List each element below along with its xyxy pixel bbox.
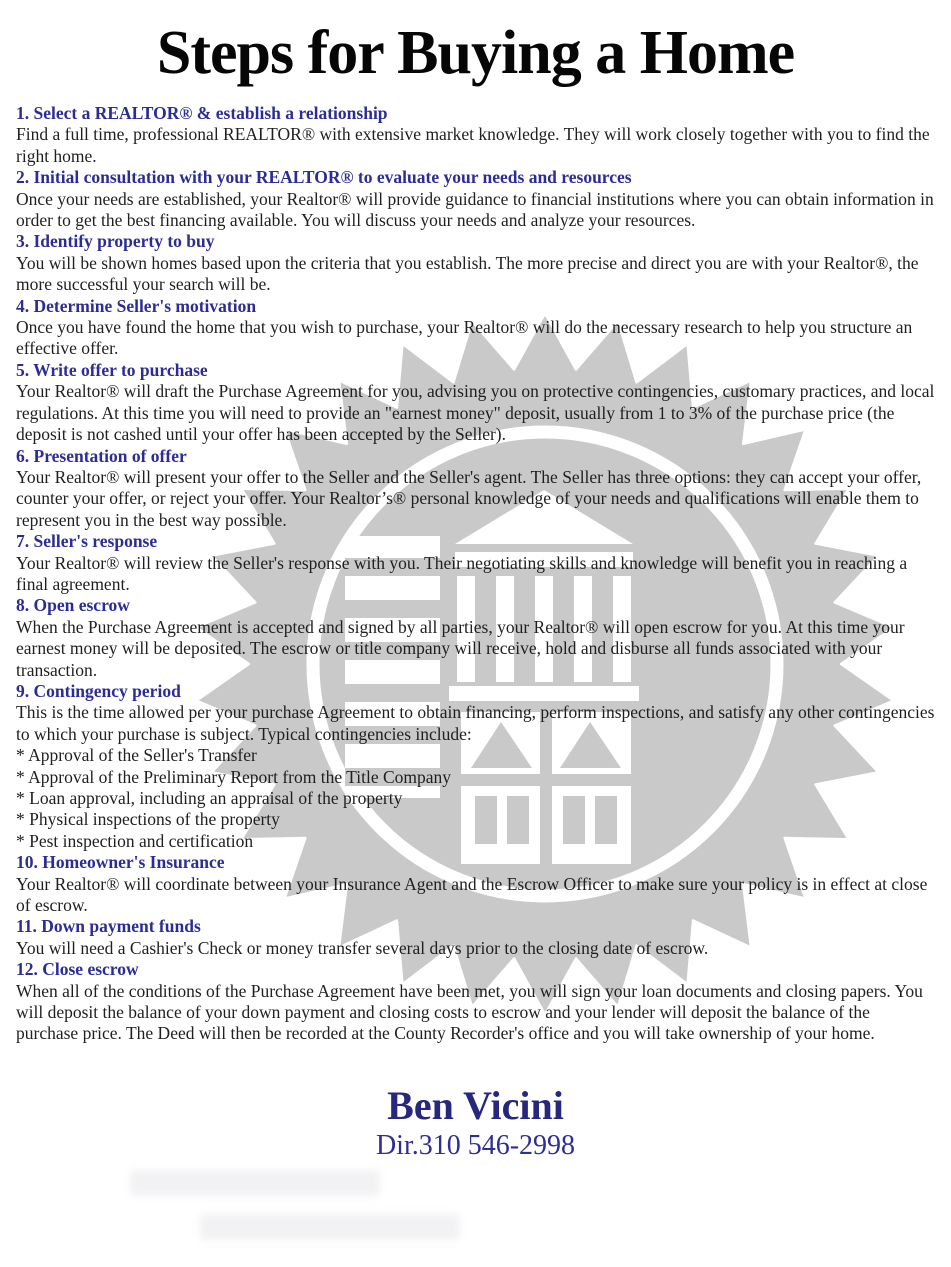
step-7 — [16, 531, 935, 595]
step-1 — [16, 103, 935, 167]
step-5 — [16, 360, 935, 446]
step-body: Your Realtor® will review the Seller's response with you. Their negotiating skills and knowledge will benefit you in reaching a final agreement. — [16, 552, 908, 594]
step-heading: 7. Seller's response — [16, 531, 158, 552]
page-title: Steps for Buying a Home — [156, 19, 795, 87]
step-6 — [16, 446, 935, 532]
step-body: You will need a Cashier's Check or money transfer several days prior to the closing date of escrow. — [16, 937, 709, 958]
agent-phone: Dir.310 546-2998 — [375, 1129, 576, 1161]
step-body: This is the time allowed per your purchase Agreement to obtain financing, perform inspections, and satisfy any other contingencies to which your purchase is subject. Typical contingencies include: — [16, 702, 935, 744]
step-body: Find a full time, professional REALTOR® with extensive market knowledge. They will work closely together with you to find the right home. — [16, 124, 930, 166]
step-12 — [16, 959, 935, 1045]
step-heading: 5. Write offer to purchase — [16, 359, 208, 380]
contingency-list — [16, 745, 935, 852]
contingency-item: * Approval of the Seller's Transfer — [16, 745, 257, 766]
agent-name: Ben Vicini — [387, 1082, 564, 1128]
contingency-item: * Loan approval, including an appraisal of the property — [16, 788, 403, 808]
contingency-item: * Approval of the Preliminary Report from the Title Company — [16, 766, 452, 787]
step-body: Once you have found the home that you wish to purchase, your Realtor® will do the necessary research to help you structure an effective offer. — [16, 317, 913, 359]
step-body: Your Realtor® will present your offer to the Seller and the Seller's agent. The Seller has three options: they can accept your offer, counter your offer, or reject your offer. Your Realtor’s® personal knowledge of your needs and qualifications will enable them to represent you in the best way possible. — [16, 466, 922, 530]
step-8 — [16, 595, 935, 681]
step-body: You will be shown homes based upon the criteria that you establish. The more precise and direct you are with your Realtor®, the more successful your search will be. — [16, 252, 919, 295]
step-4 — [16, 296, 935, 360]
step-3 — [16, 231, 935, 295]
step-heading: 12. Close escrow — [16, 959, 139, 980]
step-body: Your Realtor® will coordinate between your Insurance Agent and the Escrow Officer to make sure your policy is in effect at close of escrow. — [16, 873, 928, 916]
step-heading: 9. Contingency period — [16, 680, 181, 701]
step-body: When all of the conditions of the Purchase Agreement have been met, you will sign your loan documents and closing papers. You will deposit the balance of your down payment and closing costs to escrow and your lender will deposit the balance of the purchase price. The Deed will then be recorded at the County Recorder's office and you will take ownership of your home. — [16, 980, 923, 1044]
ghost-artifact — [130, 1170, 380, 1196]
step-heading: 4. Determine Seller's motivation — [16, 295, 257, 316]
step-heading: 11. Down payment funds — [16, 916, 201, 937]
ghost-artifact — [200, 1214, 460, 1240]
step-heading: 6. Presentation of offer — [16, 445, 187, 466]
step-heading: 1. Select a REALTOR® & establish a relationship — [16, 103, 388, 123]
step-heading: 10. Homeowner's Insurance — [16, 852, 225, 873]
document-body — [0, 18, 951, 1045]
agent-contact-block — [0, 1083, 951, 1163]
step-heading: 3. Identify property to buy — [16, 231, 215, 252]
step-heading: 8. Open escrow — [16, 595, 130, 616]
contingency-item: * Pest inspection and certification — [16, 830, 254, 851]
step-heading: 2. Initial consultation with your REALTOR® to evaluate your needs and resources — [16, 167, 632, 188]
step-2 — [16, 167, 935, 231]
step-body: Once your needs are established, your Realtor® will provide guidance to financial institutions where you can obtain information in order to get the best financing available. You will discuss your needs and analyze your resources. — [16, 188, 934, 231]
step-9 — [16, 681, 935, 852]
step-body: When the Purchase Agreement is accepted and signed by all parties, your Realtor® will open escrow for you. At this time your earnest money will be deposited. The escrow or title company will receive, hold and disburse all funds associated with your transaction. — [16, 616, 905, 680]
step-11 — [16, 916, 935, 959]
step-10 — [16, 852, 935, 916]
step-body: Your Realtor® will draft the Purchase Agreement for you, advising you on protective contingencies, customary practices, and local regulations. At this time you will need to provide an "earnest money" deposit, usually from 1 to 3% of the purchase price (the deposit is not cashed until your offer has been accepted by the Seller). — [16, 381, 935, 445]
contingency-item: * Physical inspections of the property — [16, 809, 280, 830]
